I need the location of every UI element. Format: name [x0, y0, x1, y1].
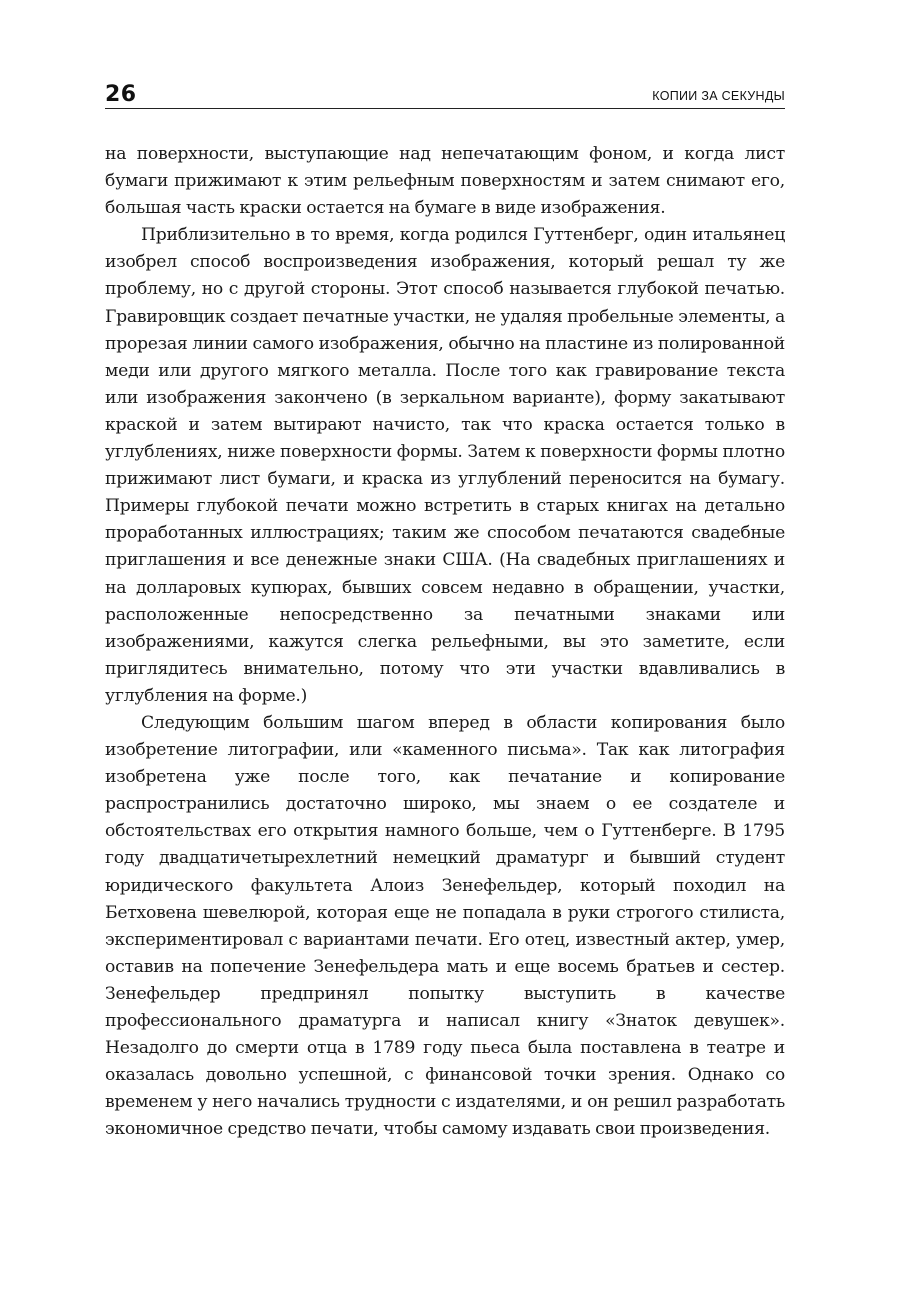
- paragraph-continued: на поверхности, выступающие над непечатающим фоном, и когда лист бумаги прижимают к этим рельефным поверхностям и затем снимают его, большая часть краски остается на бумаге в виде изображения.: [105, 144, 785, 219]
- page-number: 26: [105, 82, 137, 107]
- chapter-title: КОПИИ ЗА СЕКУНДЫ: [652, 89, 785, 103]
- paragraph-intaglio: Приблизительно в то время, когда родился Гуттенберг, один итальянец изобрел способ воспроизведения изображения, который решал ту же проблему, но с другой стороны. Этот способ называется глубокой печатью. Гравировщик создает печатные участки, не удаляя пробельные элементы, а прорезая линии самого изображения, обычно на пластине из полированной меди или другого мягкого металла. После того как гравирование текста или изображения закончено (в зеркальном варианте), форму закатывают краской и затем вытирают начисто, так что краска остается только в углублениях, ниже поверхности формы. Затем к поверхности формы плотно прижимают лист бумаги, и краска из углублений переносится на бумагу. Примеры глубокой печати можно встретить в старых книгах на детально проработанных иллюстрациях; таким же способом печатаются свадебные приглашения и все денежные знаки США. (На свадебных приглашениях и на долларовых купюрах, бывших совсем недавно в обращении, участки, расположенные непосредственно за печатными знаками или изображениями, кажутся слегка рельефными, вы это заметите, если приглядитесь внимательно, потому что эти участки вдавливались в углубления на форме.): [105, 225, 785, 706]
- body-text: [105, 141, 785, 1143]
- paragraph-lithography: Следующим большим шагом вперед в области копирования было изобретение литографии, или «каменного письма». Так как литография изобретена уже после того, как печатание и копирование распространились достаточно широко, мы знаем о ее создателе и обстоятельствах его открытия намного больше, чем о Гуттенберге. В 1795 году двадцатичетырехлетний немецкий драматург и бывший студент юридического факультета Алоиз Зенефельдер, который походил на Бетховена шевелюрой, которая еще не попадала в руки строгого стилиста, экспериментировал с вариантами печати. Его отец, известный актер, умер, оставив на попечение Зенефельдера мать и еще восемь братьев и сестер. Зенефельдер предпринял попытку выступить в качестве профессионального драматурга и написал книгу «Знаток девушек». Незадолго до смерти отца в 1789 году пьеса была поставлена в театре и оказалась довольно успешной, с финансовой точки зрения. Однако со временем у него начались трудности с издателями, и он решил разработать экономичное средство печати, чтобы самому издавать свои произведения.: [105, 712, 785, 1140]
- running-head: [105, 82, 785, 109]
- book-page: [105, 0, 785, 1299]
